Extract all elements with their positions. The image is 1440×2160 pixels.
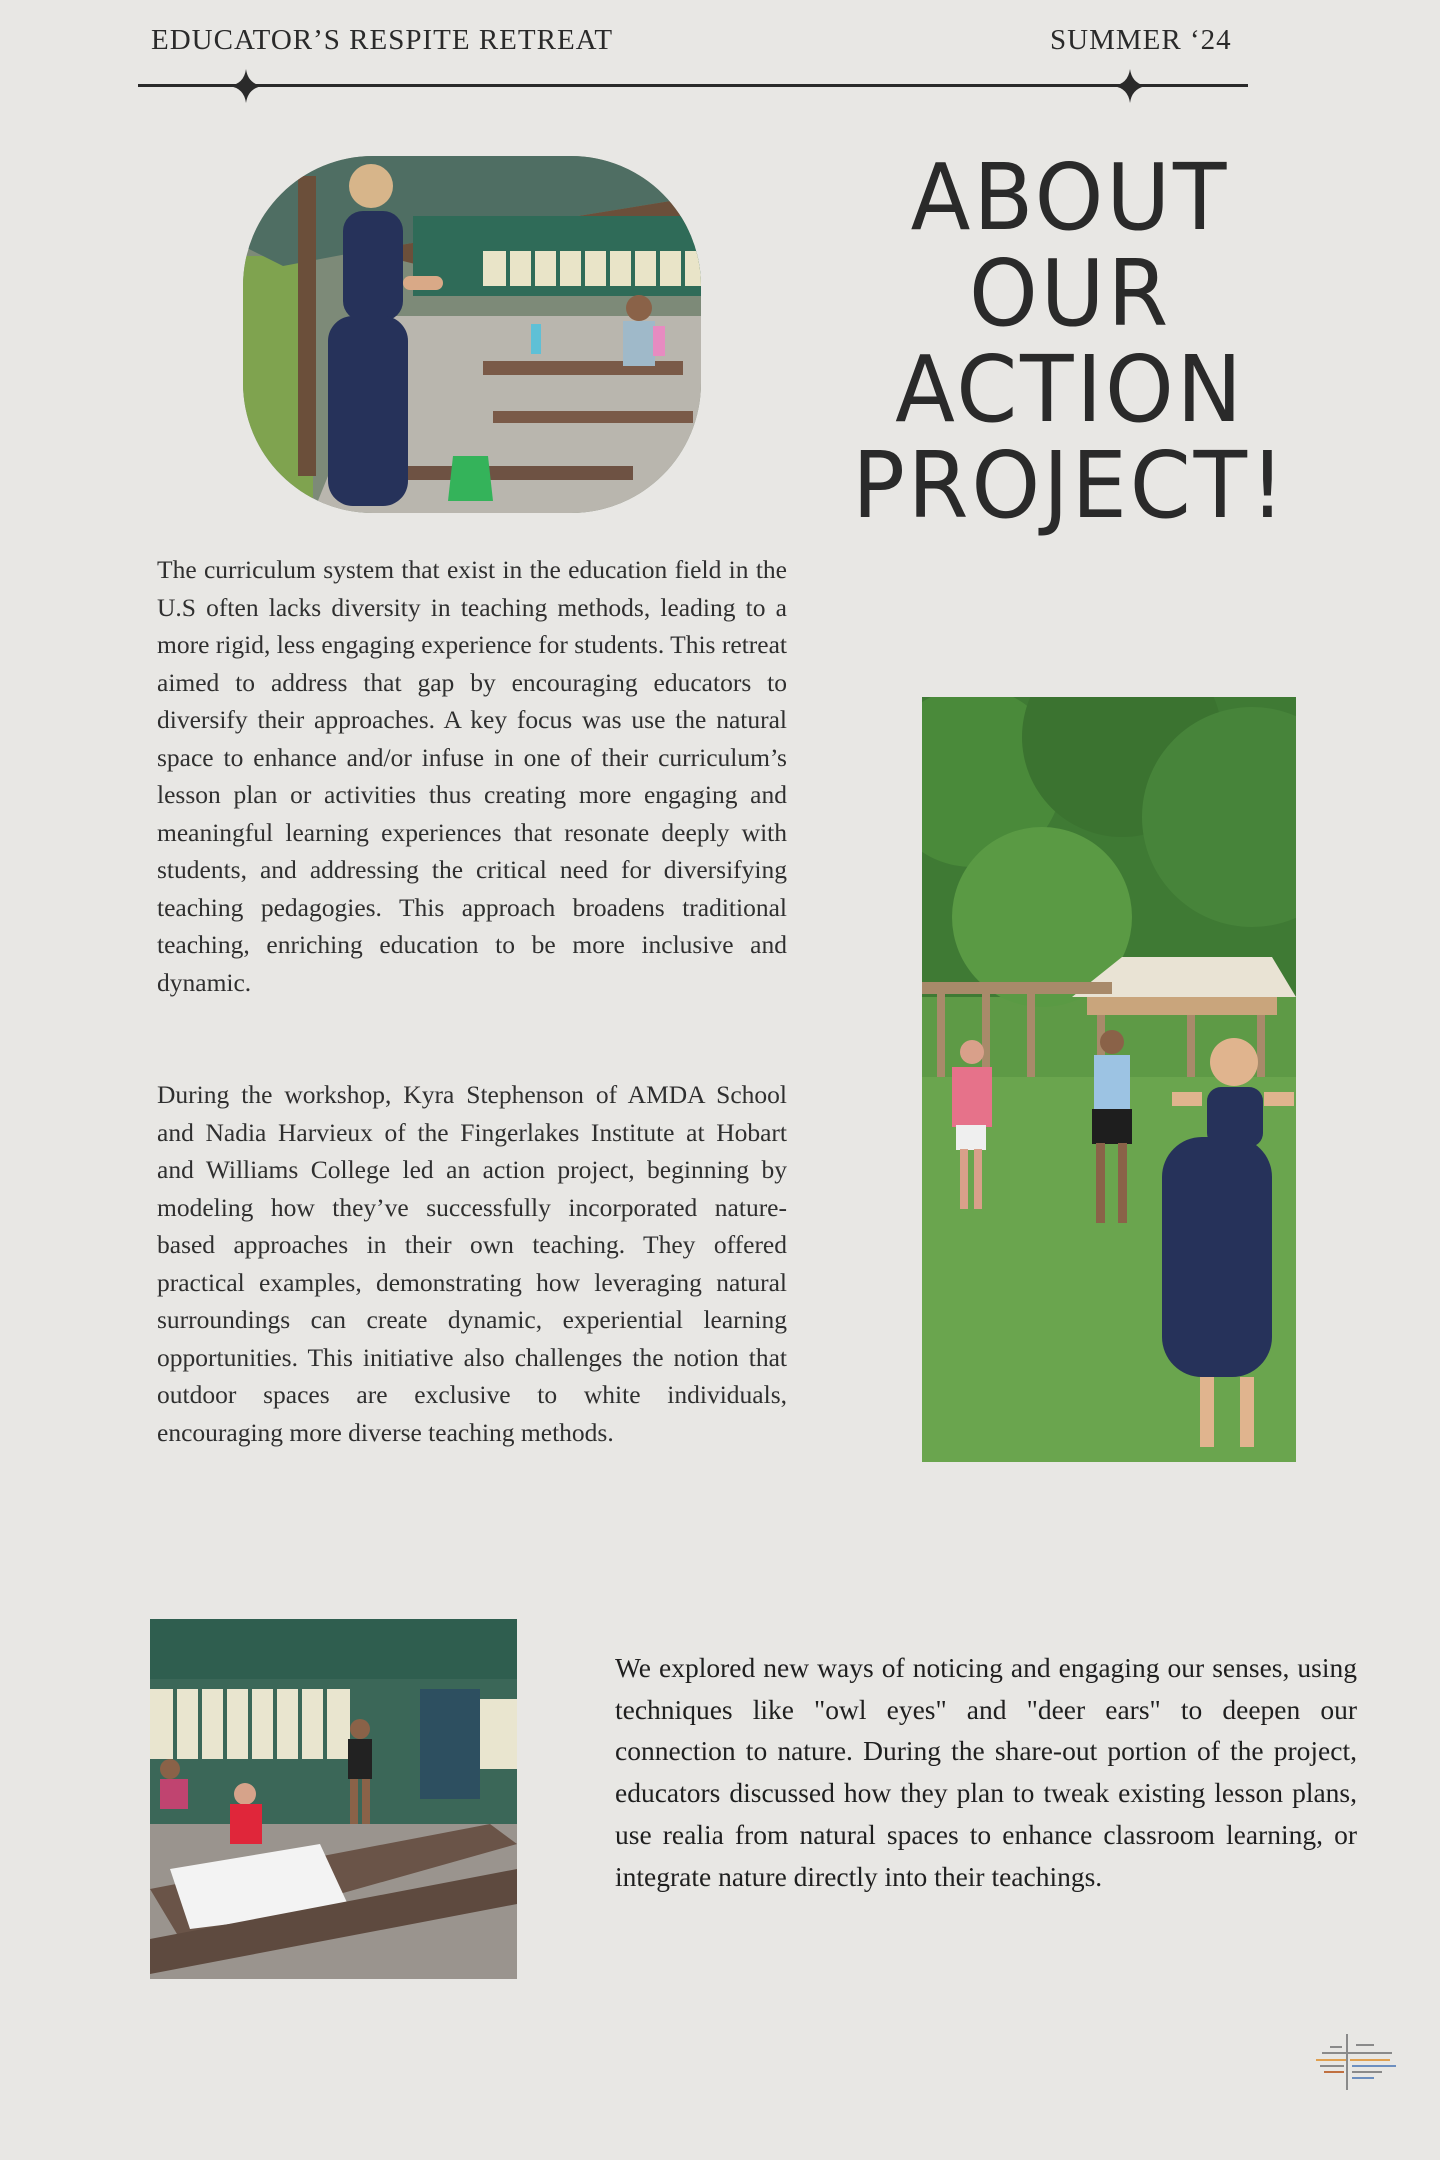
title-line-3: ACTION: [895, 336, 1245, 443]
title-line-1: ABOUT: [910, 144, 1230, 251]
title-line-4: PROJECT!: [852, 432, 1288, 539]
pavilion-discussion-photo: [243, 156, 701, 513]
word-cloud-graphic: [1312, 2032, 1402, 2092]
sparkle-ornament-right: [1113, 69, 1147, 103]
share-out-photo: [150, 1619, 517, 1979]
page-title: [833, 144, 1308, 539]
body-paragraph-2: During the workshop, Kyra Stephenson of AMDA School and Nadia Harvieux of the Fingerlakes Institute at Hobart and Williams College led an action project, beginning by modeling how they’ve successfully incorporated nature-based approaches in their own teaching. They offered practical examples, demonstrating how leveraging natural surroundings can create dynamic, experiential learning opportunities. This initiative also challenges the notion that outdoor spaces are exclusive to white individuals, encouraging more diverse teaching methods.: [157, 1080, 787, 1447]
sparkle-ornament-left: [229, 69, 263, 103]
body-paragraph-1: The curriculum system that exist in the education field in the U.S often lacks diversity in teaching methods, leading to a more rigid, less engaging experience for students. This retreat aimed to address that gap by encouraging educators to diversify their approaches. A key focus was use the natural space to enhance and/or infuse in one of their curriculum’s lesson plan or activities thus creating more engaging and meaningful learning experiences that resonate deeply with students, and addressing the critical need for diversifying teaching pedagogies. This approach broadens traditional teaching, enriching education to be more inclusive and dynamic.: [157, 555, 787, 997]
header-divider: [138, 84, 1248, 87]
header-right-text: SUMMER ‘24: [1050, 24, 1232, 56]
header-left-text: EDUCATOR’S RESPITE RETREAT: [151, 24, 614, 56]
title-line-2: OUR: [968, 240, 1172, 347]
body-paragraph-3: We explored new ways of noticing and engaging our senses, using techniques like "owl eyes" and "deer ears" to deepen our connection to nature. During the share-out portion of the project, educators discussed how they plan to tweak existing lesson plans, use realia from natural spaces to enhance classroom learning, or integrate nature directly into their teachings.: [615, 1652, 1357, 1892]
owl-eyes-field-photo: [922, 697, 1296, 1462]
